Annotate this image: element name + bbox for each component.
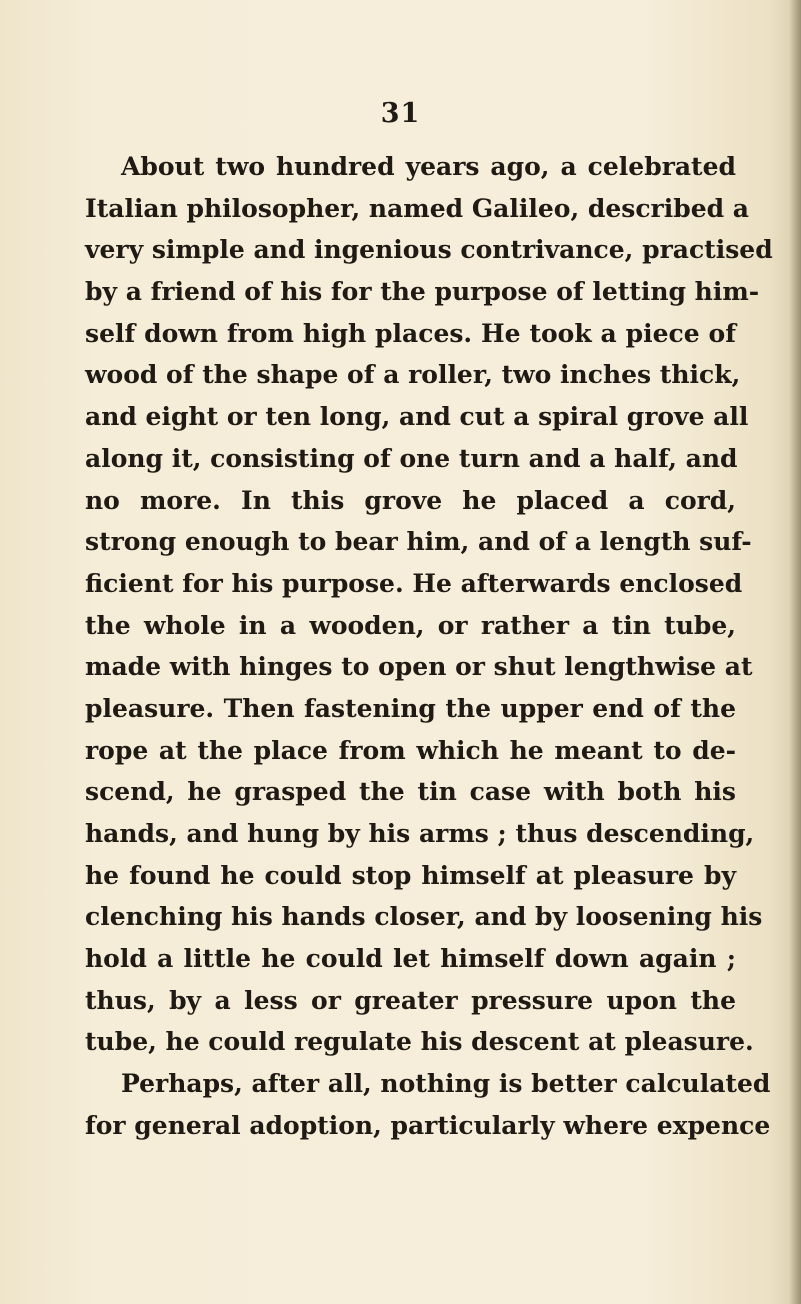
text-line: pleasure. Then fastening the upper end of the <box>85 693 736 723</box>
text-line: thus, by a less or greater pressure upon the <box>85 985 736 1015</box>
text-line: and eight or ten long, and cut a spiral grove all <box>85 402 749 432</box>
text-line: Perhaps, after all, nothing is better calculated <box>121 1069 771 1099</box>
text-line: clenching his hands closer, and by loosening his <box>85 902 763 932</box>
body-text <box>85 146 773 1147</box>
text-line: About two hundred years ago, a celebrated <box>121 152 736 181</box>
text-line: ficient for his purpose. He afterwards enclosed <box>85 568 743 598</box>
text-line: scend, he grasped the tin case with both his <box>85 777 736 807</box>
text-line: for general adoption, particularly where expence <box>85 1110 771 1140</box>
text-line: tube, he could regulate his descent at pleasure. <box>85 1027 754 1057</box>
text-line: strong enough to bear him, and of a length suf- <box>85 527 752 557</box>
text-line: made with hinges to open or shut lengthwise at <box>85 652 753 682</box>
text-line: wood of the shape of a roller, two inches thick, <box>85 360 741 390</box>
page-number: 31 <box>380 98 421 129</box>
text-line: no more. In this grove he placed a cord, <box>85 485 736 515</box>
text-line: he found he could stop himself at pleasure by <box>85 860 736 890</box>
text-line: very simple and ingenious contrivance, practised <box>85 235 773 265</box>
text-line: hold a little he could let himself down again ; <box>85 944 736 974</box>
text-line: along it, consisting of one turn and a half, and <box>85 443 738 473</box>
page-edge-shadow <box>789 0 801 1304</box>
text-line: hands, and hung by his arms ; thus descending, <box>85 819 755 848</box>
text-line: rope at the place from which he meant to de- <box>85 735 736 765</box>
text-line: by a friend of his for the purpose of letting him- <box>85 277 760 307</box>
text-line: self down from high places. He took a piece of <box>85 318 736 348</box>
text-line: the whole in a wooden, or rather a tin tube, <box>85 610 736 640</box>
text-line: Italian philosopher, named Galileo, described a <box>85 193 749 223</box>
